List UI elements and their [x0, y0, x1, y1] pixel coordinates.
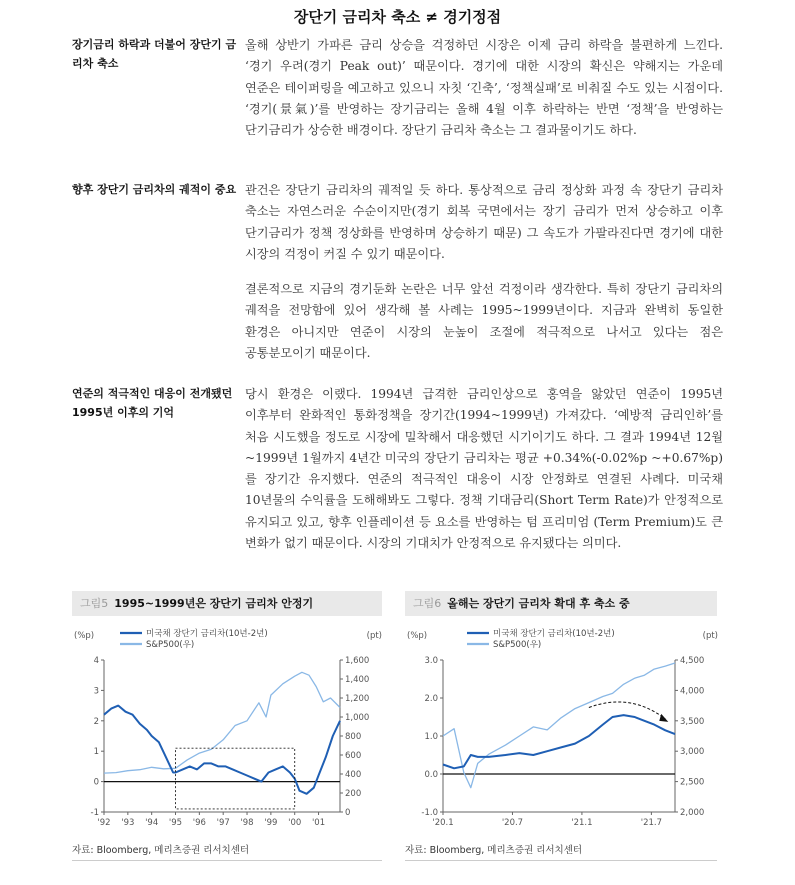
figure-6-title: 올해는 장단기 금리차 확대 후 축소 중	[447, 597, 630, 610]
figure-6-number: 그림6	[413, 597, 442, 610]
y-left-tick-label: 0	[93, 777, 99, 788]
x-tick-label: '21.1	[571, 818, 593, 828]
figure-5-divider	[72, 860, 382, 861]
x-tick-label: '01	[311, 818, 326, 828]
y-right-tick-label: 4,500	[680, 656, 705, 666]
figure-5-header	[72, 591, 382, 616]
legend-label: 미국채 장단기 금리차(10년-2년)	[493, 629, 615, 639]
highlight-box	[176, 748, 295, 809]
y-left-tick-label: 4	[93, 656, 99, 666]
y-left-unit: (%p)	[74, 631, 95, 641]
x-tick-label: '21.7	[640, 818, 663, 828]
x-tick-label: '98	[240, 818, 254, 828]
legend-label: S&P500(우)	[493, 640, 542, 650]
y-right-tick-label: 200	[345, 789, 362, 799]
y-right-tick-label: 2,500	[680, 777, 705, 788]
figure-6-header	[405, 591, 717, 616]
y-right-tick-label: 0	[345, 808, 351, 818]
section-2-side-heading: 향후 장단기 금리차의 궤적이 중요	[72, 183, 237, 196]
section-1-paragraph: 올해 상반기 가파른 금리 상승을 걱정하던 시장은 이제 금리 하락을 불편하게 느낀다. ‘경기 우려(경기 Peak out)’ 때문이다. 경기에 대한 시장의 확신은 약해지는 가운데 연준은 테이퍼링을 예고하고 있으니 자칫 ‘긴축’, ‘정책실패’로 비춰질 수도 있는 시점이다. ‘경기(景氣)’를 반영하는 장기금리는 올해 4월 이후 하락하는 반면 ‘정책’을 반영하는 단기금리가 상승한 배경이다. 장단기 금리차 축소는 그 결과물이기도 하다.	[245, 38, 723, 138]
y-right-tick-label: 400	[345, 770, 362, 780]
x-tick-label: '94	[145, 818, 159, 828]
figure-5-number: 그림5	[80, 597, 109, 610]
y-right-unit: (pt)	[366, 631, 382, 641]
section-3-body	[245, 384, 723, 568]
section-2-paragraph-2: 결론적으로 지금의 경기둔화 논란은 너무 앞선 걱정이라 생각한다. 특히 장단기 금리차의 궤적을 전망함에 있어 생각해 볼 사례는 1995~1999년이다. 지금과 완벽히 동일한 환경은 아니지만 연준이 시장의 눈높이 조절에 적극적으로 나서고 있다는 점은 공통분모이기 때문이다.	[245, 282, 723, 361]
x-tick-label: '00	[288, 818, 302, 828]
y-left-tick-label: 2.0	[424, 694, 438, 704]
y-right-tick-label: 1,200	[345, 694, 370, 704]
y-left-tick-label: 0.0	[424, 770, 438, 780]
y-left-unit: (%p)	[407, 631, 428, 641]
y-right-tick-label: 2,000	[680, 808, 705, 818]
page-title: 장단기 금리차 축소 ≠ 경기정점	[293, 8, 502, 26]
y-right-tick-label: 3,500	[680, 716, 705, 727]
series-line	[104, 706, 340, 794]
section-2-body	[245, 180, 723, 378]
figure-6-source: 자료: Bloomberg, 메리츠증권 리서치센터	[405, 845, 583, 856]
x-tick-label: '20.7	[501, 818, 524, 828]
series-line	[443, 663, 675, 788]
x-tick-label: '92	[97, 818, 111, 828]
y-left-tick-label: 3	[93, 686, 99, 697]
y-left-tick-label: 1	[93, 747, 99, 758]
y-right-tick-label: 4,000	[680, 686, 705, 697]
x-tick-label: '95	[168, 818, 183, 828]
y-right-unit: (pt)	[702, 631, 718, 641]
section-2-paragraph-1: 관건은 장단기 금리차의 궤적일 듯 하다. 통상적으로 금리 정상화 과정 속 장단기 금리차 축소는 자연스러운 수순이지만(경기 회복 국면에서는 장기 금리가 먼저 상승하고 이후 단기금리가 정책 정상화를 반영하며 상승하기 때문) 그 속도가 가팔라진다면 경기에 대한 시장의 걱정이 커질 수 있기 때문이다.	[245, 183, 723, 261]
x-tick-label: '93	[121, 818, 135, 828]
y-left-tick-label: 3.0	[424, 656, 438, 666]
y-right-tick-label: 3,000	[680, 747, 705, 758]
section-1-side-heading: 장기금리 하락과 더불어 장단기 금리차 축소	[72, 38, 237, 70]
y-right-tick-label: 1,000	[345, 713, 370, 723]
figure-5-source: 자료: Bloomberg, 메리츠증권 리서치센터	[72, 845, 250, 856]
figure-6-chart	[405, 620, 720, 838]
y-left-tick-label: 2	[93, 716, 99, 727]
figure-5-title: 1995~1999년은 장단기 금리차 안정기	[114, 597, 314, 610]
series-line	[443, 715, 675, 768]
y-right-tick-label: 600	[345, 751, 362, 761]
section-1-body	[245, 35, 723, 155]
x-tick-label: '96	[192, 818, 206, 828]
x-tick-label: '20.1	[432, 818, 454, 828]
section-3-paragraph: 당시 환경은 이랬다. 1994년 급격한 금리인상으로 홍역을 앓았던 연준이 1995년 이후부터 완화적인 통화정책을 장기간(1994~1999년) 가져갔다. ‘예방적 금리인하’를 처음 시도했을 정도로 시장에 밀착해서 대응했던 시기이기도 하다. 그 결과 1994년 12월~1999년 1월까지 4년간 미국의 장단기 금리차는 평균 +0.34%(-0.02%p ~+0.67%p)를 장기간 유지했다. 연준의 적극적인 대응이 시장 안정화로 연결된 사례다. 미국채 10년물의 수익률을 도해해봐도 그렇다. 정책 기대금리(Short Term Rate)가 안정적으로 유지되고 있고, 향후 인플레이션 등 요소를 반영하는 텀 프리미엄 (Term Premium)도 큰 변화가 없기 때문이다. 시장의 기대치가 안정적으로 유지됐다는 의미다.	[245, 387, 723, 551]
legend-label: S&P500(우)	[146, 640, 195, 650]
y-left-tick-label: 1.0	[424, 732, 438, 742]
section-3-side-heading: 연준의 적극적인 대응이 전개됐던 1995년 이후의 기억	[72, 387, 233, 419]
figure-5-chart	[72, 620, 384, 838]
y-right-tick-label: 1,400	[345, 675, 370, 685]
legend-label: 미국채 장단기 금리차(10년-2년)	[146, 629, 268, 639]
y-right-tick-label: 800	[345, 732, 362, 742]
y-right-tick-label: 1,600	[345, 656, 370, 666]
x-tick-label: '97	[216, 818, 230, 828]
y-left-tick-label: -1	[90, 808, 99, 818]
y-left-tick-label: -1.0	[421, 808, 438, 818]
x-tick-label: '99	[264, 818, 278, 828]
figure-6-divider	[405, 860, 717, 861]
